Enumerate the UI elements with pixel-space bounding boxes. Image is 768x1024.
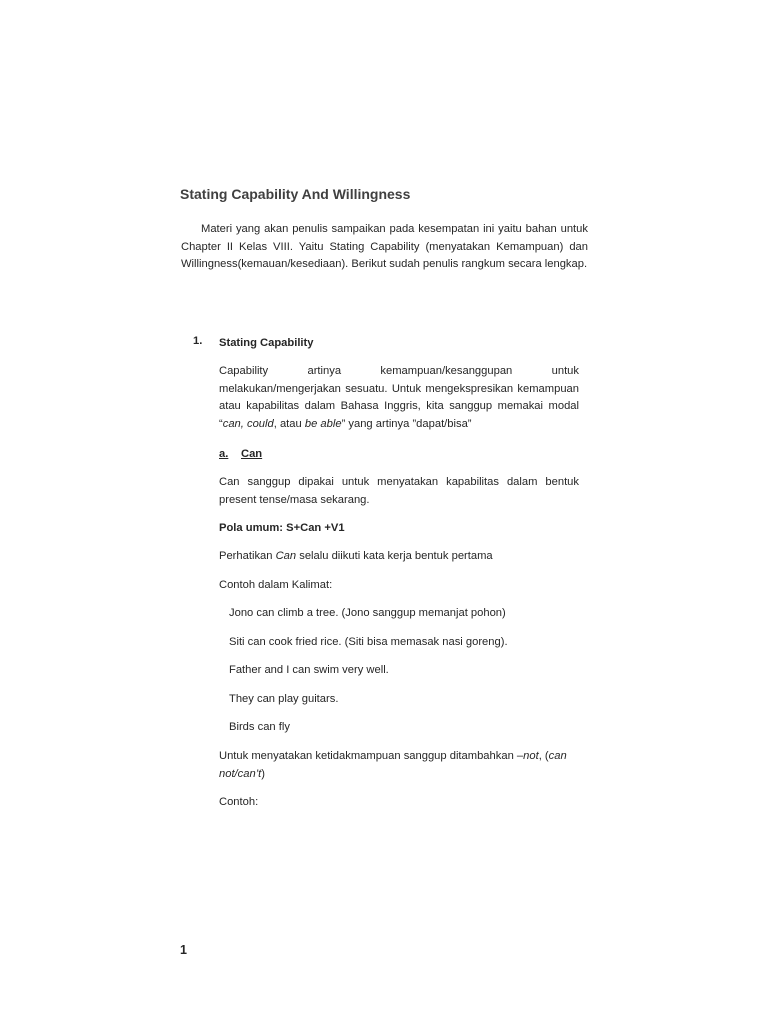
can-description: Can sanggup dipakai untuk menyatakan kapabilitas dalam bentuk present tense/masa sekarang. — [219, 476, 579, 506]
note-text-2: selalu diikuti kata kerja bentuk pertama — [296, 550, 493, 562]
negation-text-3: ) — [261, 767, 266, 780]
negation-note — [219, 748, 581, 783]
subheading-can — [219, 446, 579, 464]
negation-text-1: Untuk menyatakan ketidakmampuan sanggup ditambahkan – — [219, 750, 524, 762]
definition-italic-2: be able — [304, 417, 342, 430]
example-sentence: Jono can climb a tree. (Jono sanggup memanjat pohon) — [229, 607, 506, 619]
section-heading: Stating Capability — [219, 337, 314, 349]
definition-italic-1: can, could — [222, 417, 274, 430]
section-number: 1. — [193, 335, 203, 347]
definition-text-3: ” yang artinya ”dapat/bisa” — [341, 417, 472, 430]
example-sentence: They can play guitars. — [229, 693, 339, 705]
example-sentence: Siti can cook fried rice. (Siti bisa memasak nasi goreng). — [229, 636, 508, 648]
note-italic: Can — [275, 550, 297, 562]
negation-italic-2: can not/can’t — [219, 750, 567, 780]
example-sentence: Father and I can swim very well. — [229, 664, 389, 676]
negation-text-2: , ( — [538, 750, 549, 762]
can-note — [219, 548, 579, 566]
example-sentence: Birds can fly — [229, 721, 290, 733]
examples-label: Contoh dalam Kalimat: — [219, 579, 333, 591]
subheading-letter: a. — [219, 448, 229, 460]
capability-definition — [219, 363, 579, 433]
contoh-label: Contoh: — [219, 796, 259, 808]
note-text-1: Perhatikan — [219, 550, 276, 562]
page-number: 1 — [180, 943, 187, 957]
pattern-formula: Pola umum: S+Can +V1 — [219, 522, 345, 534]
document-title: Stating Capability And Willingness — [180, 186, 411, 202]
intro-paragraph: Materi yang akan penulis sampaikan pada kesempatan ini yaitu bahan untuk Chapter II Kelas VIII. Yaitu Stating Capability (menyatakan Kemampuan) dan Willingness(kemauan/kesediaan). Berikut sudah penulis rangkum secara lengkap. — [181, 223, 588, 270]
definition-text-1: Capability artinya kemampuan/kesanggupan untuk melakukan/mengerjakan sesuatu. Untuk mengekspresikan kemampuan atau kapabilitas dalam Bahasa Inggris, kita sanggup memakai modal “ — [219, 365, 579, 430]
subheading-label: Can — [241, 448, 263, 460]
negation-italic-1: not — [523, 750, 539, 762]
definition-text-2: , atau — [273, 417, 305, 430]
